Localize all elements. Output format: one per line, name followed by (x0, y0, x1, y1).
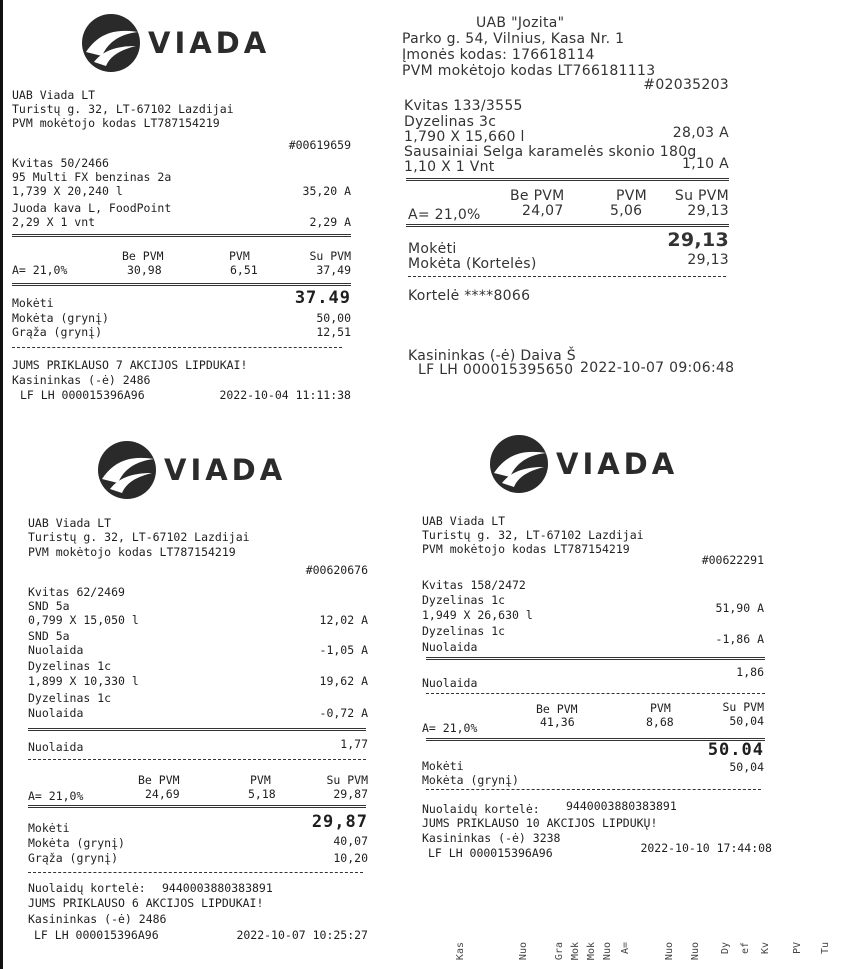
pay-label: Mokėti (408, 241, 457, 257)
change-label: Grąža (grynį) (12, 325, 103, 339)
edge-fragment: Nuo (690, 942, 701, 961)
amount-be-pvm: 24,69 (145, 787, 180, 801)
receipt-number: Kvitas 158/2472 (422, 578, 526, 592)
promo-note: JUMS PRIKLAUSO 7 AKCIJOS LIPDUKAI! (12, 358, 248, 372)
cashier: Kasininkas (-ė) Daiva Š (408, 348, 576, 364)
receipt-number: Kvitas 50/2466 (12, 156, 109, 170)
item-name: Dyzelinas 3c (404, 114, 497, 130)
document-number: #02035203 (643, 77, 729, 93)
company-address: Turistų g. 32, LT-67102 Lazdijai (12, 102, 234, 116)
item-amount: 19,62 A (319, 674, 368, 688)
item-amount: 28,03 A (672, 125, 729, 141)
item-name: SND 5a (28, 629, 70, 643)
change-amount: 12,51 (316, 325, 351, 339)
receipt-datetime: 2022-10-04 11:11:38 (219, 388, 351, 402)
item-name: Dyzelinas 1c (28, 659, 112, 673)
paid-amount: 29,13 (687, 252, 729, 268)
card-label: Kortelė ****8066 (408, 288, 531, 304)
promo-note: JUMS PRIKLAUSO 10 AKCIJOS LIPDUKŲ! (422, 816, 658, 830)
separator (12, 283, 351, 286)
item-discount-label: Nuolaida (422, 640, 478, 654)
amount-be-pvm: 24,07 (522, 203, 564, 219)
receipt-number: Kvitas 62/2469 (28, 585, 125, 599)
item-quantity: 1,899 X 10,330 l (28, 674, 139, 688)
discount-card-number: 9440003880383891 (162, 881, 273, 895)
device-id: LF LH 000015396A96 (428, 846, 553, 860)
paid-label: Mokėta (grynį) (422, 773, 519, 787)
cashier: Kasininkas (-ė) 2486 (12, 373, 151, 387)
pay-label: Mokėti (422, 759, 464, 773)
paid-label: Mokėta (grynį) (28, 836, 125, 850)
vat-code: PVM mokėtojo kodas LT787154219 (28, 545, 236, 559)
edge-fragment: Tu (820, 942, 831, 955)
pay-total: 29,87 (311, 812, 368, 832)
item-quantity: 1,949 X 26,630 l (422, 608, 533, 622)
paid-label: Mokėta (grynį) (12, 311, 109, 325)
change-label: Grąža (grynį) (28, 851, 119, 865)
separator (12, 234, 351, 237)
amount-su-pvm: 29,87 (333, 787, 368, 801)
receipt-datetime: 2022-10-07 10:25:27 (236, 928, 368, 942)
amount-su-pvm: 37,49 (316, 263, 351, 277)
separator (12, 347, 342, 348)
receipt-viada-3 (400, 425, 780, 969)
item-amount: 12,02 A (319, 613, 368, 627)
item-name: 95 Multi FX benzinas 2a (12, 170, 172, 184)
header-su-pvm: Su PVM (722, 700, 764, 714)
promo-note: JUMS PRIKLAUSO 6 AKCIJOS LIPDUKAI! (28, 896, 264, 910)
item-name: Juoda kava L, FoodPoint (12, 201, 172, 215)
receipt-datetime: 2022-10-07 09:06:48 (580, 360, 735, 376)
receipt-jozita (400, 0, 840, 420)
separator (28, 759, 366, 760)
receipt-datetime: 2022-10-10 17:44:08 (640, 841, 772, 855)
header-pvm: PVM (616, 188, 647, 204)
paid-amount: 50,04 (729, 760, 764, 774)
header-su-pvm: Su PVM (309, 249, 351, 263)
pay-total: 37.49 (294, 288, 351, 308)
receipt-viada-2 (0, 425, 390, 969)
amount-pvm: 6,51 (230, 263, 258, 277)
viada-logo (96, 439, 286, 501)
edge-fragment: Dy (720, 942, 731, 955)
item-name: Sausainiai Selga karamelės skonio 180g (404, 144, 697, 160)
item-amount: -0,72 A (319, 706, 368, 720)
item-amount: 35,20 A (302, 184, 351, 198)
edge-fragment: ef (740, 942, 751, 955)
company-address: Parko g. 54, Vilnius, Kasa Nr. 1 (402, 31, 625, 47)
viada-logo-text: VIADA (556, 447, 679, 481)
item-discount-label: Nuolaida (28, 706, 84, 720)
document-number: #00619659 (288, 138, 351, 152)
company-name: UAB Viada LT (422, 514, 506, 528)
amount-su-pvm: 29,13 (687, 203, 729, 219)
amount-be-pvm: 41,36 (540, 715, 575, 729)
item-name: Dyzelinas 1c (422, 624, 506, 638)
separator (406, 224, 729, 227)
vat-rate: A= 21,0% (408, 207, 481, 223)
item-amount: -1,86 A (715, 632, 764, 646)
separator (408, 276, 726, 277)
viada-logo-icon (488, 433, 550, 495)
cashier: Kasininkas (-ė) 2486 (28, 912, 167, 926)
receipt-number: Kvitas 133/3555 (404, 98, 523, 114)
pay-label: Mokėti (28, 821, 70, 835)
amount-pvm: 5,06 (610, 203, 643, 219)
company-address: Turistų g. 32, LT-67102 Lazdijai (422, 528, 644, 542)
amount-pvm: 5,18 (248, 787, 276, 801)
amount-be-pvm: 30,98 (127, 263, 162, 277)
discount-amount: 1,77 (340, 737, 368, 751)
company-address: Turistų g. 32, LT-67102 Lazdijai (28, 530, 250, 544)
discount-card-label: Nuolaidų kortelė: (422, 802, 540, 816)
document-number: #00620676 (305, 563, 368, 577)
pay-total: 50.04 (707, 740, 764, 760)
separator (426, 693, 765, 694)
header-su-pvm: Su PVM (326, 773, 368, 787)
pay-label: Mokėti (12, 296, 54, 310)
separator (426, 657, 765, 660)
edge-fragment: Nuo (602, 942, 613, 961)
item-discount-label: Nuolaida (28, 643, 84, 657)
viada-logo-icon (96, 439, 158, 501)
discount-amount: 1,86 (736, 665, 764, 679)
discount-label: Nuolaida (28, 740, 84, 754)
company-name: UAB Viada LT (12, 88, 96, 102)
change-amount: 10,20 (333, 851, 368, 865)
item-quantity: 2,29 X 1 vnt (12, 215, 96, 229)
edge-fragment: Nuo (664, 942, 675, 961)
viada-logo-icon (80, 12, 142, 74)
item-quantity: 1,739 X 20,240 l (12, 184, 123, 198)
item-name: SND 5a (28, 599, 70, 613)
company-code: Įmonės kodas: 176618114 (402, 47, 595, 63)
edge-fragment: Mok (570, 942, 581, 961)
edge-fragment: Kv (760, 942, 771, 955)
cashier: Kasininkas (-ė) 3238 (422, 831, 561, 845)
vat-code: PVM mokėtojo kodas LT766181113 (402, 63, 656, 79)
item-quantity: 1,790 X 15,660 l (404, 129, 525, 145)
viada-logo (488, 433, 678, 495)
header-be-pvm: Be PVM (510, 188, 565, 204)
receipt-viada-1 (0, 0, 380, 420)
document-number: #00622291 (701, 553, 764, 567)
vat-rate: A= 21,0% (422, 721, 478, 735)
item-amount: 2,29 A (309, 215, 351, 229)
discount-card-label: Nuolaidų kortelė: (28, 881, 146, 895)
amount-pvm: 8,68 (646, 715, 674, 729)
company-name: UAB Viada LT (28, 516, 112, 530)
pay-total: 29,13 (667, 229, 729, 251)
separator (28, 872, 363, 873)
header-be-pvm: Be PVM (536, 702, 578, 716)
paid-amount: 40,07 (333, 834, 368, 848)
vat-code: PVM mokėtojo kodas LT787154219 (12, 116, 220, 130)
header-pvm: PVM (250, 773, 271, 787)
edge-fragment: Gra (554, 942, 565, 961)
paid-amount: 50,00 (316, 311, 351, 325)
discount-card-number: 9440003880383891 (566, 799, 677, 813)
header-pvm: PVM (229, 249, 250, 263)
item-quantity: 1,10 X 1 Vnt (404, 159, 495, 175)
company-name: UAB "Jozita" (476, 15, 565, 31)
item-amount: 51,90 A (715, 601, 764, 615)
viada-logo (80, 12, 270, 74)
device-id: LF LH 000015395650 (418, 362, 574, 378)
discount-label: Nuolaida (422, 676, 478, 690)
item-name: Dyzelinas 1c (422, 593, 506, 607)
separator (28, 805, 366, 808)
viada-logo-text: VIADA (164, 453, 287, 487)
vat-rate: A= 21,0% (28, 789, 84, 803)
header-su-pvm: Su PVM (674, 188, 729, 204)
item-amount: -1,05 A (319, 643, 368, 657)
device-id: LF LH 000015396A96 (34, 928, 159, 942)
header-be-pvm: Be PVM (138, 773, 180, 787)
edge-fragment: Mok (586, 942, 597, 961)
edge-fragment: Kas (455, 942, 466, 961)
paid-label: Mokėta (Kortelės) (408, 256, 537, 272)
edge-fragment: PV (792, 942, 803, 955)
device-id: LF LH 000015396A96 (20, 388, 145, 402)
item-amount: 1,10 A (682, 156, 729, 172)
separator (406, 178, 729, 181)
item-name: Dyzelinas 1c (28, 691, 112, 705)
separator (426, 789, 761, 790)
header-pvm: PVM (650, 701, 671, 715)
vat-rate: A= 21,0% (12, 263, 68, 277)
header-be-pvm: Be PVM (122, 249, 164, 263)
item-quantity: 0,799 X 15,050 l (28, 613, 139, 627)
vat-code: PVM mokėtojo kodas LT787154219 (422, 542, 630, 556)
edge-fragment: Nuo (518, 942, 529, 961)
viada-logo-text: VIADA (148, 26, 271, 60)
separator (28, 728, 366, 731)
amount-su-pvm: 50,04 (729, 714, 764, 728)
edge-fragment: A= (620, 942, 631, 955)
